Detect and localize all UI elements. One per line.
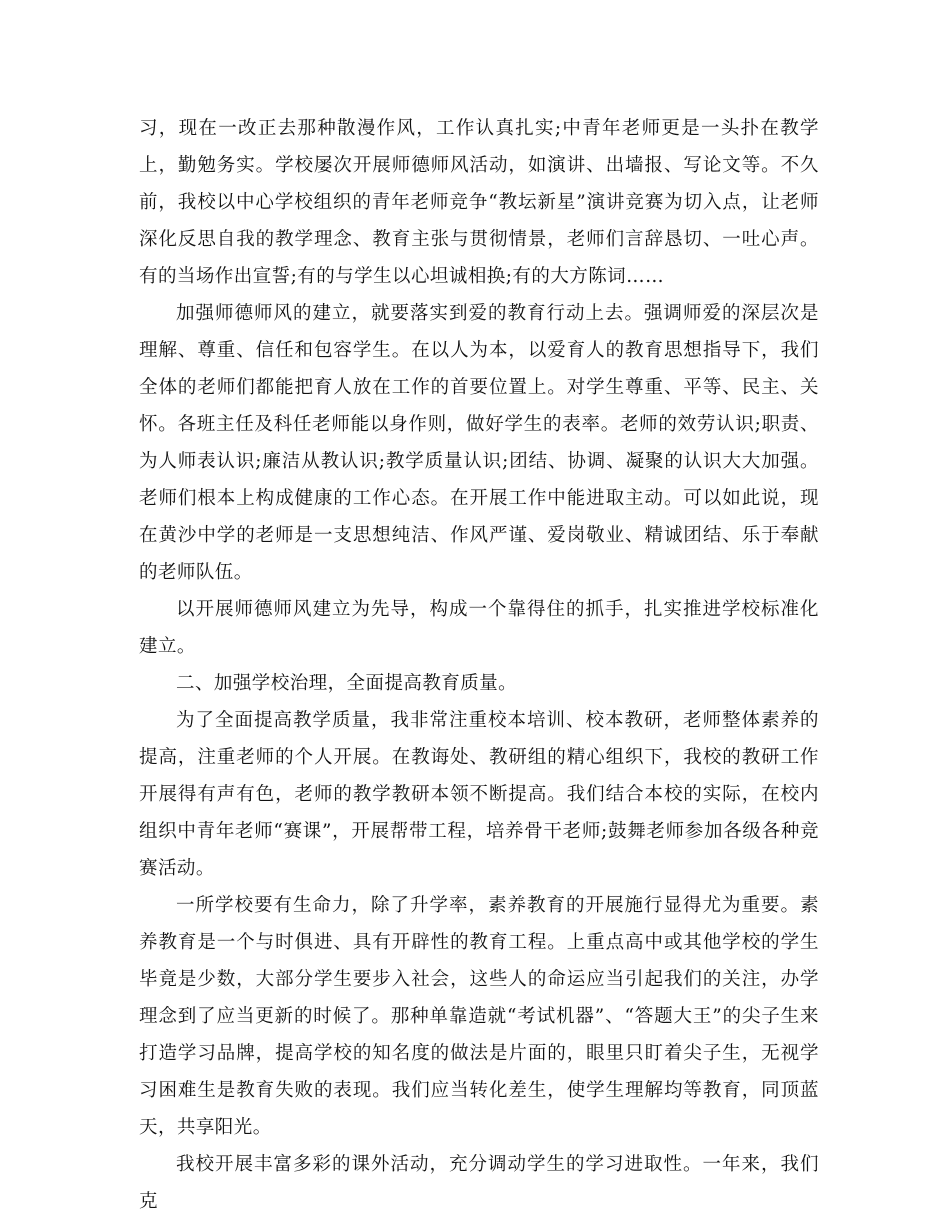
paragraph-6: 我校开展丰富多彩的课外活动，充分调动学生的学习进取性。一年来，我们克 bbox=[139, 1154, 819, 1212]
paragraph-1: 习，现在一改正去那种散漫作风，工作认真扎实;中青年老师更是一头扑在教学上，勤勉务实。学校屡次开展师德师风活动，如演讲、出墙报、写论文等。不久前，我校以中心学校组织的青年老师竞争“教坛新星”演讲竞赛为切入点，让老师深化反思自我的教学理念、教育主张与贯彻情景，老师们言辞恳切、一吐心声。有的当场作出宣誓;有的与学生以心坦诚相换;有的大方陈词…… bbox=[139, 118, 819, 287]
paragraph-5: 一所学校要有生命力，除了升学率，素养教育的开展施行显得尤为重要。素养教育是一个与时俱进、具有开辟性的教育工程。上重点高中或其他学校的学生毕竟是少数，大部分学生要步入社会，这些人的命运应当引起我们的关注，办学理念到了应当更新的时候了。那种单靠造就“考试机器”、“答题大王”的尖子生来打造学习品牌，提高学校的知名度的做法是片面的，眼里只盯着尖子生，无视学习困难生是教育失败的表现。我们应当转化差生，使学生理解均等教育，同顶蓝天，共享阳光。 bbox=[139, 895, 819, 1138]
document-body bbox=[139, 110, 819, 1220]
paragraph-3: 以开展师德师风建立为先导，构成一个靠得住的抓手，扎实推进学校标准化建立。 bbox=[139, 599, 819, 657]
section-heading: 二、加强学校治理，全面提高教育质量。 bbox=[176, 673, 518, 694]
paragraph-2: 加强师德师风的建立，就要落实到爱的教育行动上去。强调师爱的深层次是理解、尊重、信任和包容学生。在以人为本，以爱育人的教育思想指导下，我们全体的老师们都能把育人放在工作的首要位置上。对学生尊重、平等、民主、关怀。各班主任及科任老师能以身作则，做好学生的表率。老师的效劳认识;职责、为人师表认识;廉洁从教认识;教学质量认识;团结、协调、凝聚的认识大大加强。老师们根本上构成健康的工作心态。在开展工作中能进取主动。可以如此说，现在黄沙中学的老师是一支思想纯洁、作风严谨、爱岗敬业、精诚团结、乐于奉献的老师队伍。 bbox=[139, 303, 819, 583]
paragraph-4: 为了全面提高教学质量，我非常注重校本培训、校本教研，老师整体素养的提高，注重老师的个人开展。在教诲处、教研组的精心组织下，我校的教研工作开展得有声有色，老师的教学教研本领不断提高。我们结合本校的实际，在校内组织中青年老师“赛课”，开展帮带工程，培养骨干老师;鼓舞老师参加各级各种竞赛活动。 bbox=[139, 710, 819, 879]
